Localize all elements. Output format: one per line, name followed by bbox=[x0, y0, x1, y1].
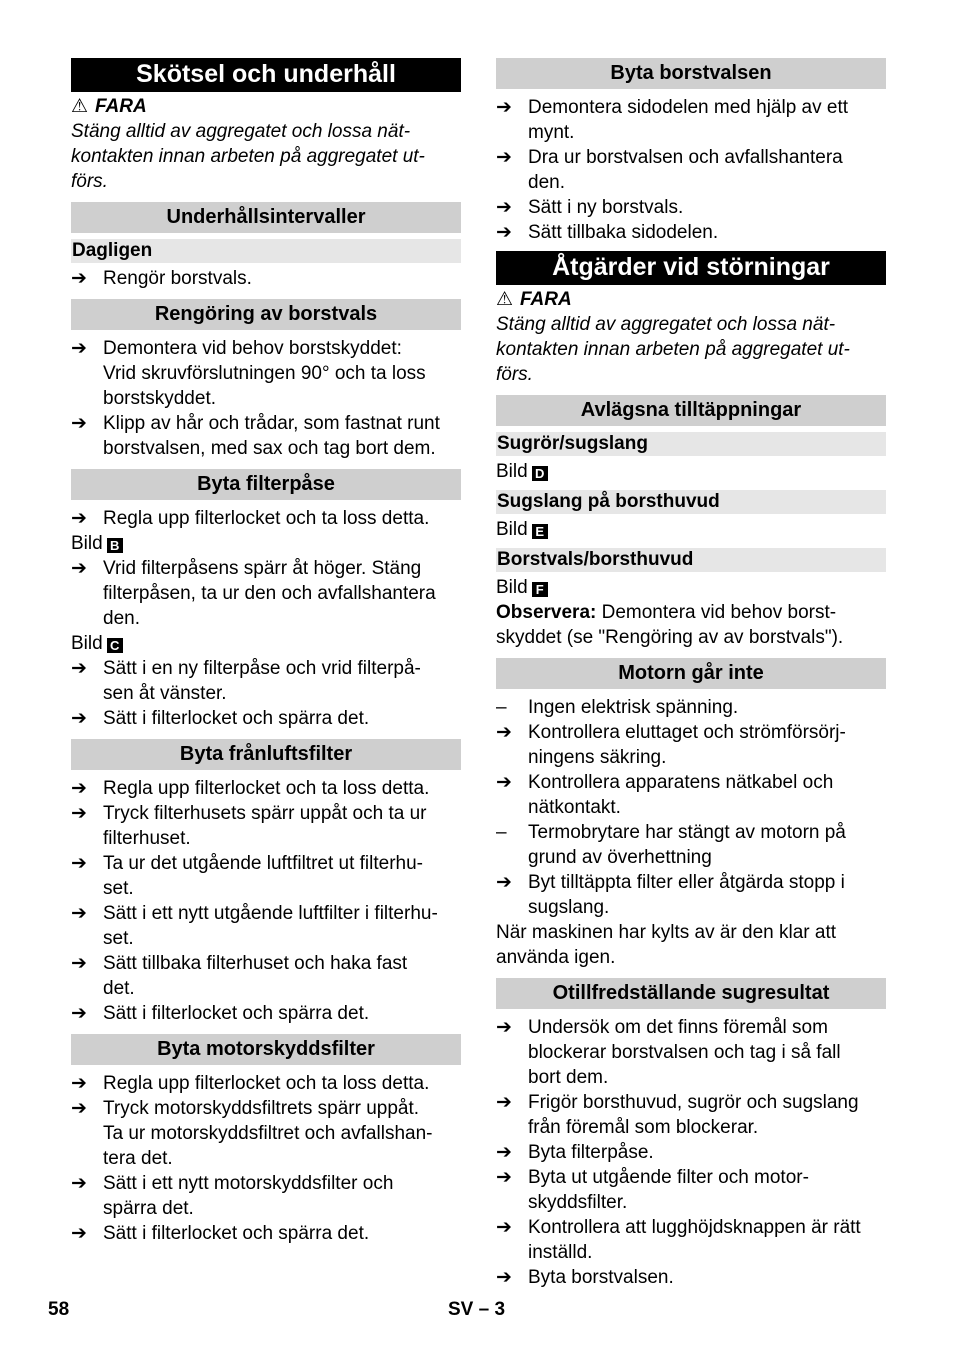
subheading-suction-tube: Sugrör/sugslang bbox=[496, 432, 886, 456]
list-item: ➔ Kontrollera apparatens nätkabel och nätkontakt. bbox=[496, 772, 834, 818]
figure-reference: Bild D bbox=[496, 459, 886, 484]
warning-title bbox=[496, 287, 886, 312]
note-text: Demontera vid behov borst- skyddet (se "Rengöring av av borstvals"). bbox=[496, 602, 844, 648]
section-title-troubleshooting: Åtgärder vid störningar bbox=[496, 251, 886, 285]
arrow-icon: ➔ bbox=[71, 268, 87, 289]
heading-cleaning: Rengöring av borstvals bbox=[71, 299, 461, 330]
note bbox=[496, 600, 886, 650]
arrow-icon: ➔ bbox=[496, 147, 512, 168]
arrow-icon: ➔ bbox=[71, 508, 87, 529]
list-item: ➔ Tryck filterhusets spärr uppåt och ta ur filterhuset. bbox=[71, 803, 427, 849]
figure-reference: Bild E bbox=[496, 517, 886, 542]
figure-reference: Bild B bbox=[71, 531, 461, 556]
arrow-icon: ➔ bbox=[496, 197, 512, 218]
arrow-icon: ➔ bbox=[496, 1017, 512, 1038]
list-item: ➔ Kontrollera eluttaget och strömförsörj- ningens säkring. bbox=[496, 722, 846, 768]
arrow-icon: ➔ bbox=[496, 97, 512, 118]
figure-letter-badge: B bbox=[107, 538, 123, 553]
figure-letter-badge: F bbox=[532, 582, 548, 597]
list-item: ➔ Sätt i filterlocket och spärra det. bbox=[71, 708, 370, 729]
list-item: ➔ Kontrollera att lugghöjdsknappen är rätt inställd. bbox=[496, 1217, 861, 1263]
right-column bbox=[496, 58, 886, 1290]
list-item: ➔ Klipp av hår och trådar, som fastnat runt borstvalsen, med sax och tag bort dem. bbox=[71, 413, 440, 459]
arrow-icon: ➔ bbox=[71, 708, 87, 729]
list-item: ➔ Demontera sidodelen med hjälp av ett mynt. bbox=[496, 97, 849, 143]
warning-label: FARA bbox=[520, 289, 572, 310]
heading-motor-filter: Byta motorskyddsfilter bbox=[71, 1034, 461, 1065]
section-code: SV – 3 bbox=[448, 1299, 506, 1320]
arrow-icon: ➔ bbox=[71, 558, 87, 579]
heading-filterbag: Byta filterpåse bbox=[71, 469, 461, 500]
arrow-icon: ➔ bbox=[71, 778, 87, 799]
list-item: ➔ Regla upp filterlocket och ta loss detta. bbox=[71, 778, 430, 799]
list-item: ➔ Sätt i ett nytt motorskyddsfilter och spärra det. bbox=[71, 1173, 394, 1219]
list-item: ➔ Byta borstvalsen. bbox=[496, 1267, 674, 1288]
heading-poor-suction: Otillfredställande sugresultat bbox=[496, 978, 886, 1009]
list-item: – Termobrytare har stängt av motorn på grund av överhettning bbox=[496, 822, 846, 868]
list-item: ➔ Regla upp filterlocket och ta loss detta. bbox=[71, 508, 430, 529]
arrow-icon: ➔ bbox=[71, 1003, 87, 1024]
heading-motor-not-running: Motorn går inte bbox=[496, 658, 886, 689]
arrow-icon: ➔ bbox=[71, 413, 87, 434]
arrow-icon: ➔ bbox=[71, 953, 87, 974]
arrow-icon: ➔ bbox=[71, 658, 87, 679]
list-item: ➔ Tryck motorskyddsfiltrets spärr uppåt. Ta ur motorskyddsfiltret och avfallshan- tera det. bbox=[71, 1098, 433, 1169]
arrow-icon: ➔ bbox=[71, 1098, 87, 1119]
figure-reference: Bild C bbox=[71, 631, 461, 656]
list-item: ➔ Vrid filterpåsens spärr åt höger. Stäng filterpåsen, ta ur den och avfallshantera den. bbox=[71, 558, 436, 629]
arrow-icon: ➔ bbox=[71, 338, 87, 359]
list-item: ➔ Sätt tillbaka filterhuset och haka fast det. bbox=[71, 953, 408, 999]
figure-reference: Bild F bbox=[496, 575, 886, 600]
warning-icon: ⚠ bbox=[496, 289, 514, 310]
arrow-icon: ➔ bbox=[496, 222, 512, 243]
list-item: ➔ Sätt i filterlocket och spärra det. bbox=[71, 1223, 370, 1244]
list-item: ➔ Dra ur borstvalsen och avfallshantera den. bbox=[496, 147, 843, 193]
list-item: ➔ Ta ur det utgående luftfiltret ut filterhu- set. bbox=[71, 853, 424, 899]
subheading-brush-roller-head: Borstvals/borsthuvud bbox=[496, 548, 886, 572]
list-item: ➔ Sätt i en ny filterpåse och vrid filterpå- sen åt vänster. bbox=[71, 658, 421, 704]
motor-note: När maskinen har kylts av är den klar att använda igen. bbox=[496, 922, 837, 968]
list-item: ➔ Byta ut utgående filter och motor- skyddsfilter. bbox=[496, 1167, 809, 1213]
list-item: – Ingen elektrisk spänning. bbox=[496, 697, 739, 718]
list-item: ➔ Frigör borsthuvud, sugrör och sugslang från föremål som blockerar. bbox=[496, 1092, 859, 1138]
list-item: ➔ Byt tilltäppta filter eller åtgärda stopp i sugslang. bbox=[496, 872, 845, 918]
list-item: ➔ Byta filterpåse. bbox=[496, 1142, 654, 1163]
figure-letter-badge: D bbox=[532, 466, 548, 481]
list-item: ➔ Rengör borstvals. bbox=[71, 268, 252, 289]
heading-brush-roller: Byta borstvalsen bbox=[496, 58, 886, 89]
list-item: ➔ Sätt tillbaka sidodelen. bbox=[496, 222, 719, 243]
warning-text: Stäng alltid av aggregatet och lossa nät- kontakten innan arbeten på aggregatet ut- förs. bbox=[496, 314, 850, 385]
arrow-icon: ➔ bbox=[71, 903, 87, 924]
arrow-icon: ➔ bbox=[496, 1142, 512, 1163]
heading-intervals: Underhållsintervaller bbox=[71, 202, 461, 233]
arrow-icon: ➔ bbox=[71, 1073, 87, 1094]
warning-title bbox=[71, 94, 461, 119]
list-item: ➔ Sätt i ny borstvals. bbox=[496, 197, 684, 218]
arrow-icon: ➔ bbox=[496, 872, 512, 893]
dash-marker: – bbox=[496, 697, 507, 718]
subheading-hose-brush-head: Sugslang på borsthuvud bbox=[496, 490, 886, 514]
warning-text: Stäng alltid av aggregatet och lossa nät- kontakten innan arbeten på aggregatet ut- förs. bbox=[71, 121, 425, 192]
arrow-icon: ➔ bbox=[71, 1223, 87, 1244]
list-item: ➔ Demontera vid behov borstskyddet: Vrid skruvförslutningen 90° och ta loss borstskyddet. bbox=[71, 338, 426, 409]
arrow-icon: ➔ bbox=[496, 1217, 512, 1238]
note-label: Observera: bbox=[496, 602, 597, 623]
dash-marker: – bbox=[496, 822, 507, 843]
list-item: ➔ Undersök om det finns föremål som blockerar borstvalsen och tag i så fall bort dem. bbox=[496, 1017, 841, 1088]
figure-letter-badge: C bbox=[107, 638, 123, 653]
subheading-daily: Dagligen bbox=[71, 239, 461, 263]
page-number: 58 bbox=[48, 1299, 70, 1320]
heading-clogs: Avlägsna tilltäppningar bbox=[496, 395, 886, 426]
warning-label: FARA bbox=[95, 96, 147, 117]
arrow-icon: ➔ bbox=[496, 1167, 512, 1188]
list-item: ➔ Sätt i filterlocket och spärra det. bbox=[71, 1003, 370, 1024]
heading-exhaust-filter: Byta frånluftsfilter bbox=[71, 739, 461, 770]
left-column bbox=[71, 58, 461, 1246]
arrow-icon: ➔ bbox=[71, 1173, 87, 1194]
arrow-icon: ➔ bbox=[71, 853, 87, 874]
figure-letter-badge: E bbox=[532, 524, 548, 539]
list-item: ➔ Sätt i ett nytt utgående luftfilter i filterhu- set. bbox=[71, 903, 438, 949]
section-title-maintenance: Skötsel och underhåll bbox=[71, 58, 461, 92]
arrow-icon: ➔ bbox=[496, 1092, 512, 1113]
arrow-icon: ➔ bbox=[71, 803, 87, 824]
arrow-icon: ➔ bbox=[496, 722, 512, 743]
arrow-icon: ➔ bbox=[496, 1267, 512, 1288]
warning-icon: ⚠ bbox=[71, 96, 89, 117]
arrow-icon: ➔ bbox=[496, 772, 512, 793]
list-item: ➔ Regla upp filterlocket och ta loss detta. bbox=[71, 1073, 430, 1094]
